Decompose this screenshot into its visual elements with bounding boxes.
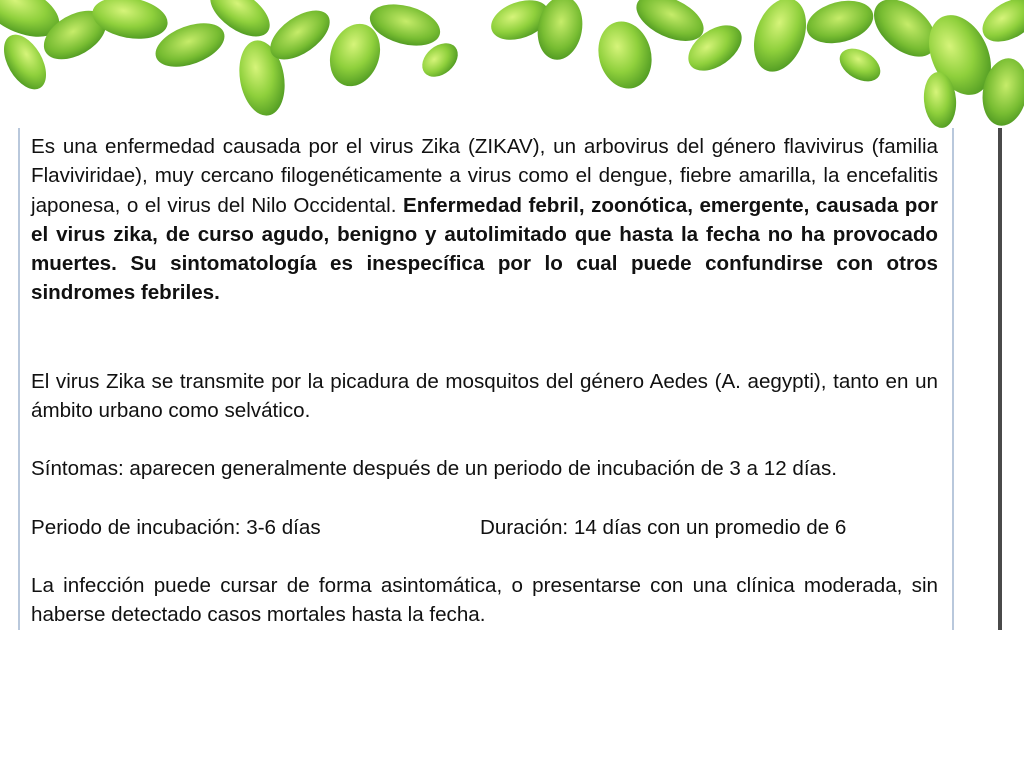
duration-label: Duración:: [480, 516, 574, 539]
paragraph-infection: La infección puede cursar de forma asintomática, o presentarse con una clínica moderada, sin haberse detectado casos mortales hasta la fecha.: [31, 574, 938, 627]
definition-bold-text: Enfermedad febril, zoonótica, emergente, causada por el virus zika, de curso agudo, benigno y autolimitado que hasta la fecha no ha provocado muertes. Su sintomatología es inespecífica por lo cual puede confundirse con otros sindromes febriles.: [31, 193, 938, 305]
paragraph-definition: [31, 132, 938, 308]
right-border-rule: [998, 128, 1002, 630]
duration-value: 14 días con un promedio de 6: [573, 516, 847, 539]
paragraph-symptoms: Síntomas: aparecen generalmente después de un periodo de incubación de 3 a 12 días.: [31, 457, 838, 480]
paragraph-transmission: El virus Zika se transmite por la picadura de mosquitos del género Aedes (A. aegypti), tanto en un ámbito urbano como selvático.: [31, 370, 938, 423]
leaf-cluster-left: [0, 0, 464, 119]
document-excerpt: [18, 128, 954, 630]
incubation-text: Periodo de incubación: 3-6 días: [31, 516, 321, 539]
incubation-duration-line: [31, 513, 938, 542]
duration-text: [480, 513, 846, 542]
definition-text: Es una enfermedad causada por el virus Zika (ZIKAV), un arbovirus del género flavivirus (familia Flaviviridae), muy cercano filogenéticamente a virus como el dengue, fiebre amarilla, la encefalitis japonesa, o el virus del Nilo Occidental.: [31, 135, 938, 217]
leaves-banner: [0, 0, 1024, 135]
leaf-cluster-right: [486, 0, 1024, 129]
